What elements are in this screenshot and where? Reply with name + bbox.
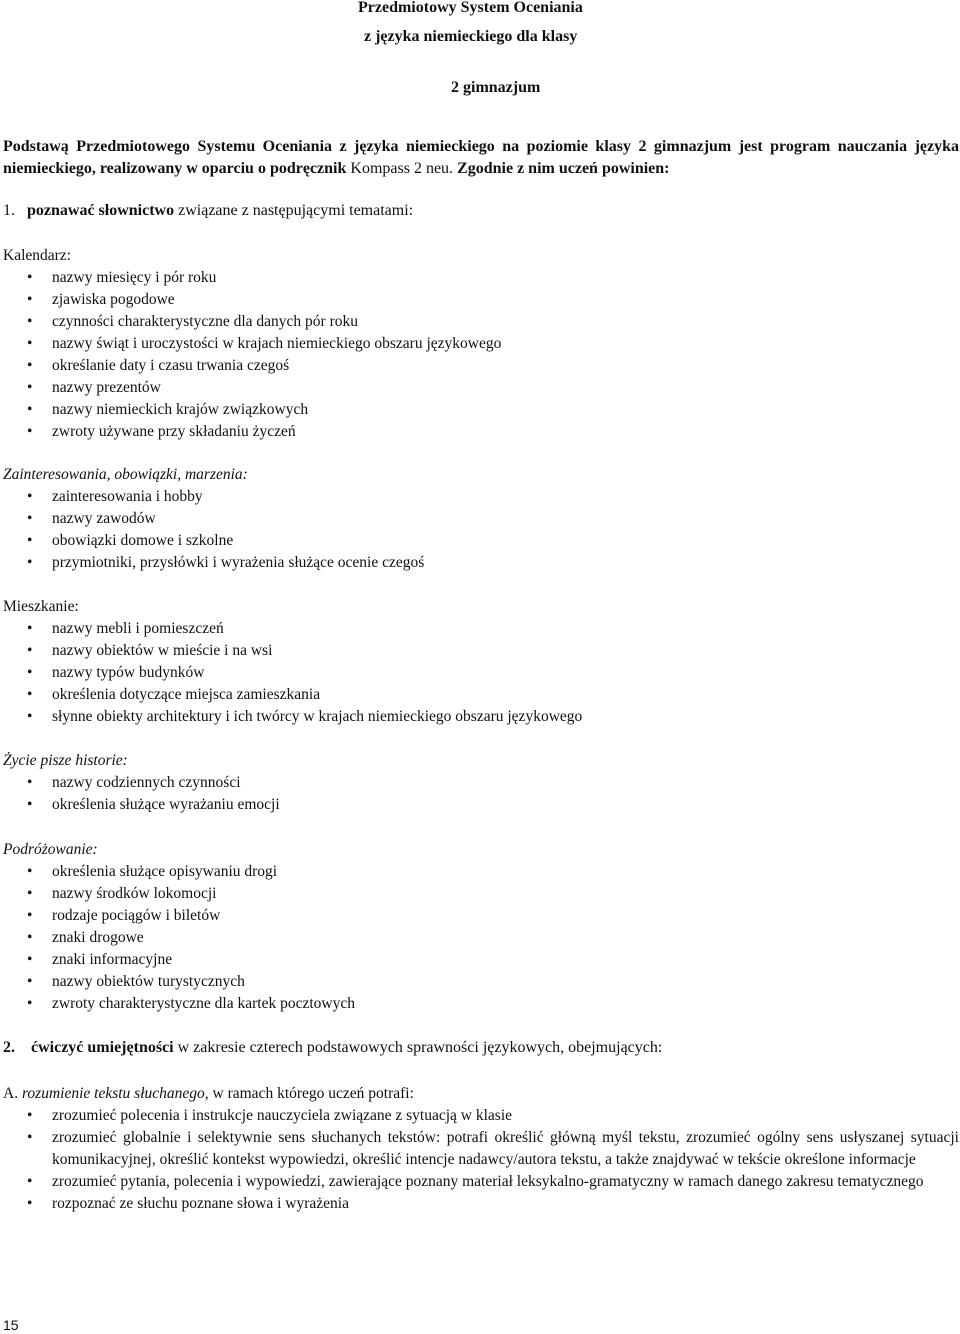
section-a-rozumienie-tekstu (3, 1083, 959, 1215)
point-1-number: 1. (3, 202, 15, 219)
list-item: • zainteresowania i hobby (3, 486, 959, 508)
intro-paragraph (3, 136, 959, 180)
section-label: Mieszkanie: (3, 598, 79, 615)
list-item: • nazwy miesięcy i pór roku (3, 267, 959, 289)
list-item: • określenia dotyczące miejsca zamieszkania (3, 684, 959, 706)
section-a-heading (3, 1083, 959, 1105)
section-a-italic: rozumienie tekstu słuchanego, (18, 1085, 209, 1102)
section-zycie-pisze-historie (3, 750, 959, 816)
list-item: • nazwy codziennych czynności (3, 772, 959, 794)
list-item: • rozpoznać ze słuchu poznane słowa i wyrażenia (3, 1193, 959, 1215)
point-1-bold: poznawać słownictwo (27, 202, 175, 219)
document-title: Przedmiotowy System Oceniania (358, 0, 583, 16)
list-item: • nazwy świąt i uroczystości w krajach niemieckiego obszaru językowego (3, 333, 959, 355)
list-item: • nazwy zawodów (3, 508, 959, 530)
section-kalendarz (3, 245, 959, 443)
bullet-list (3, 1105, 959, 1215)
bullet-list (3, 618, 959, 728)
list-item: • zjawiska pogodowe (3, 289, 959, 311)
document-subtitle: z języka niemieckiego dla klasy (364, 28, 578, 45)
bullet-list (3, 861, 959, 1015)
point-2-number: 2. (3, 1039, 15, 1056)
list-item: • znaki drogowe (3, 927, 959, 949)
list-item: • nazwy mebli i pomieszczeń (3, 618, 959, 640)
list-item: • nazwy niemieckich krajów związkowych (3, 399, 959, 421)
list-item: • obowiązki domowe i szkolne (3, 530, 959, 552)
section-label: Życie pisze historie: (3, 752, 128, 769)
point-1-rest: związane z następującymi tematami: (174, 202, 414, 219)
list-item: • nazwy obiektów w mieście i na wsi (3, 640, 959, 662)
list-item: • czynności charakterystyczne dla danych pór roku (3, 311, 959, 333)
list-item: • określenia służące wyrażaniu emocji (3, 794, 959, 816)
section-label: Zainteresowania, obowiązki, marzenia: (3, 466, 248, 483)
intro-book: Kompass 2 neu. (346, 160, 454, 177)
list-item: • nazwy prezentów (3, 377, 959, 399)
bullet-list (3, 486, 959, 574)
list-item: • rodzaje pociągów i biletów (3, 905, 959, 927)
bullet-list (3, 267, 959, 443)
list-item: • przymiotniki, przysłówki i wyrażenia służące ocenie czegoś (3, 552, 959, 574)
intro-bold: Podstawą Przedmiotowego Systemu Oceniania z języka niemieckiego na poziomie klasy 2 gimnazjum jest program nauczania języka niemieckiego, realizowany w oparciu o podręcznik (3, 138, 959, 177)
bullet-list (3, 772, 959, 816)
section-zainteresowania (3, 464, 959, 574)
list-item: • zrozumieć polecenia i instrukcje nauczyciela związane z sytuacją w klasie (3, 1105, 959, 1127)
list-item: • nazwy obiektów turystycznych (3, 971, 959, 993)
section-label: Kalendarz: (3, 247, 71, 264)
point-2-rest: w zakresie czterech podstawowych sprawności językowych, obejmujących: (173, 1039, 663, 1056)
section-a-rest: w ramach którego uczeń potrafi: (208, 1085, 414, 1102)
list-item: • określenia służące opisywaniu drogi (3, 861, 959, 883)
list-item: • zwroty używane przy składaniu życzeń (3, 421, 959, 443)
point-2-bold: ćwiczyć umiejętności (31, 1039, 174, 1056)
list-item: • określanie daty i czasu trwania czegoś (3, 355, 959, 377)
list-item: • nazwy typów budynków (3, 662, 959, 684)
point-2-heading (3, 1039, 662, 1057)
point-1-heading (3, 202, 413, 220)
section-podrozowanie (3, 839, 959, 1015)
document-class: 2 gimnazjum (451, 79, 541, 96)
section-label: Podróżowanie: (3, 841, 98, 858)
list-item: • zwroty charakterystyczne dla kartek pocztowych (3, 993, 959, 1015)
list-item: • zrozumieć pytania, polecenia i wypowiedzi, zawierające poznany materiał leksykalno-gramatyczny w ramach danego zakresu tematycznego (3, 1171, 959, 1193)
list-item: • zrozumieć globalnie i selektywnie sens słuchanych tekstów: potrafi określić główną myśl tekstu, zrozumieć ogólny sens usłyszanej sytuacji komunikacyjnej, określić kontekst wypowiedzi, określić intencje nadawcy/autora tekstu, a także znajdywać w tekście określone informacje (3, 1127, 959, 1171)
list-item: • znaki informacyjne (3, 949, 959, 971)
intro-bold-end: Zgodnie z nim uczeń powinien: (453, 160, 670, 177)
list-item: • nazwy środków lokomocji (3, 883, 959, 905)
page-number: 15 (3, 1317, 19, 1333)
section-mieszkanie (3, 596, 959, 728)
list-item: • słynne obiekty architektury i ich twórcy w krajach niemieckiego obszaru językowego (3, 706, 959, 728)
section-a-letter: A. (3, 1085, 19, 1102)
